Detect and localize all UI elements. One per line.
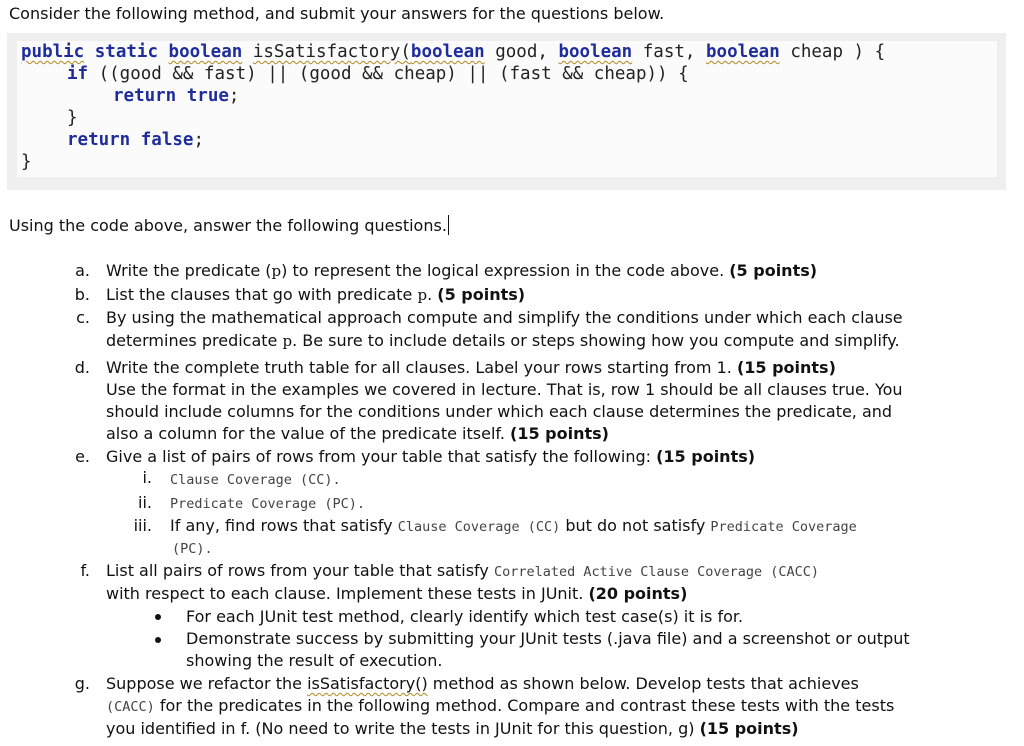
- points: (15 points): [656, 447, 756, 466]
- question-f-bullet2-line2: showing the result of execution.: [186, 651, 443, 670]
- text: also a column for the value of the predicate itself.: [106, 424, 511, 443]
- text: . Be sure to include details or steps showing how you compute and simplify.: [292, 331, 900, 350]
- text: but do not satisfy: [560, 516, 711, 535]
- marker-a: a.: [75, 261, 90, 280]
- predicate-symbol: p: [282, 332, 293, 350]
- question-f-line1: [106, 561, 819, 582]
- code-keyword: boolean: [558, 42, 633, 62]
- marker-e-iii: iii.: [133, 516, 152, 535]
- code-keyword: static: [94, 42, 158, 62]
- question-d-line1: [106, 358, 836, 378]
- marker-e-ii: ii.: [138, 493, 152, 512]
- intro-text: Consider the following method, and submit your answers for the questions below.: [9, 4, 665, 23]
- code-line-6: }: [21, 152, 32, 172]
- text: ) to represent the logical expression in the code above.: [281, 261, 730, 280]
- question-e-iii-line1: [170, 516, 857, 537]
- question-e-i: Clause Coverage (CC).: [170, 472, 341, 488]
- text: If any, find rows that satisfy: [170, 516, 398, 535]
- term-cacc: Correlated Active Clause Coverage (CACC): [493, 564, 820, 580]
- code-literal: false: [140, 130, 194, 150]
- method-name: isSatisfactory(): [307, 674, 428, 693]
- bullet-icon: [155, 637, 161, 643]
- question-g-line1: [106, 674, 859, 694]
- question-e-line1: [106, 447, 755, 467]
- param-fast: fast,: [642, 42, 696, 62]
- param-cheap: cheap ) {: [790, 42, 886, 62]
- predicate-symbol: p: [271, 262, 282, 280]
- code-line-1: public static boolean isSatisfactory(boolean good, boolean fast, boolean cheap ) {: [21, 42, 886, 62]
- text: Write the predicate (: [106, 261, 272, 280]
- code-line-4: }: [67, 108, 78, 128]
- prompt-label: Using the code above, answer the following questions.: [9, 216, 447, 235]
- code-line-5: [67, 129, 204, 151]
- marker-d: d.: [74, 358, 90, 377]
- question-e-ii: Predicate Coverage (PC).: [170, 496, 366, 512]
- question-c-line1: By using the mathematical approach compute and simplify the conditions under which each clause: [106, 308, 903, 327]
- question-e-iii-line2: (PC).: [172, 541, 213, 557]
- question-f-bullet2-line1: Demonstrate success by submitting your JUnit tests (.java file) and a screenshot or output: [186, 629, 910, 648]
- text: List the clauses that go with predicate: [106, 285, 418, 304]
- points: (5 points): [437, 285, 526, 304]
- predicate-symbol: p: [417, 286, 428, 304]
- bullet-icon: [155, 614, 161, 620]
- question-d-line2: Use the format in the examples we covered in lecture. That is, row 1 should be all clauses true. You: [106, 380, 903, 399]
- code-punct: ;: [193, 130, 204, 150]
- code-condition: ((good && fast) || (good && cheap) || (fast && cheap)) {: [88, 64, 689, 84]
- question-f-line2: [106, 584, 687, 604]
- code-keyword: boolean: [706, 42, 780, 62]
- points: (15 points): [510, 424, 609, 443]
- param-good: good,: [495, 42, 548, 62]
- text: Give a list of pairs of rows from your table that satisfy the following:: [106, 447, 657, 466]
- marker-g: g.: [74, 674, 90, 693]
- question-d-line4: [106, 424, 609, 444]
- marker-e: e.: [75, 447, 90, 466]
- text: with respect to each clause. Implement these tests in JUnit.: [106, 584, 589, 603]
- text: for the predicates in the following method. Compare and contrast these tests with the tests: [154, 696, 895, 715]
- points: (20 points): [588, 584, 688, 603]
- term-pc: Predicate Coverage: [710, 519, 857, 535]
- question-d-line3: should include columns for the conditions under which each clause determines the predicate, and: [106, 402, 893, 421]
- text: Suppose we refactor the: [106, 674, 308, 693]
- code-keyword: return: [113, 86, 177, 106]
- text: List all pairs of rows from your table that satisfy: [106, 561, 494, 580]
- code-line-2: [67, 63, 689, 85]
- text-caret: [448, 215, 449, 235]
- prompt-text: [9, 215, 449, 235]
- text: you identified in f. (No need to write the tests in JUnit for this question, g): [106, 719, 700, 738]
- code-keyword: boolean: [168, 42, 243, 62]
- code-line-3: [113, 85, 239, 107]
- term-cc: Clause Coverage (CC): [397, 519, 561, 535]
- term-cacc: (CACC): [106, 699, 155, 715]
- points: (15 points): [736, 358, 836, 377]
- marker-c: c.: [76, 308, 90, 327]
- question-a: [106, 261, 817, 281]
- question-g-line2: [106, 696, 894, 717]
- method-name: isSatisfactory: [252, 42, 401, 62]
- question-c-line2: [106, 331, 900, 351]
- marker-e-i: i.: [142, 468, 152, 487]
- code-punct: ;: [228, 86, 240, 106]
- text: method as shown below. Develop tests that achieves: [427, 674, 859, 693]
- code-keyword: boolean: [410, 42, 485, 62]
- code-keyword: return: [67, 130, 131, 150]
- code-keyword: public: [21, 42, 85, 62]
- question-b: [106, 285, 525, 305]
- points: (5 points): [729, 261, 818, 280]
- code-literal: true: [186, 86, 229, 106]
- code-block: [7, 33, 1006, 190]
- marker-f: f.: [80, 561, 90, 580]
- code-keyword: if: [67, 64, 89, 84]
- points: (15 points): [699, 719, 799, 738]
- question-g-line3: [106, 719, 799, 739]
- text: Write the complete truth table for all clauses. Label your rows starting from 1.: [106, 358, 737, 377]
- question-f-bullet1: For each JUnit test method, clearly identify which test case(s) it is for.: [186, 607, 744, 626]
- text: determines predicate: [106, 331, 283, 350]
- text: .: [427, 285, 438, 304]
- marker-b: b.: [74, 285, 90, 304]
